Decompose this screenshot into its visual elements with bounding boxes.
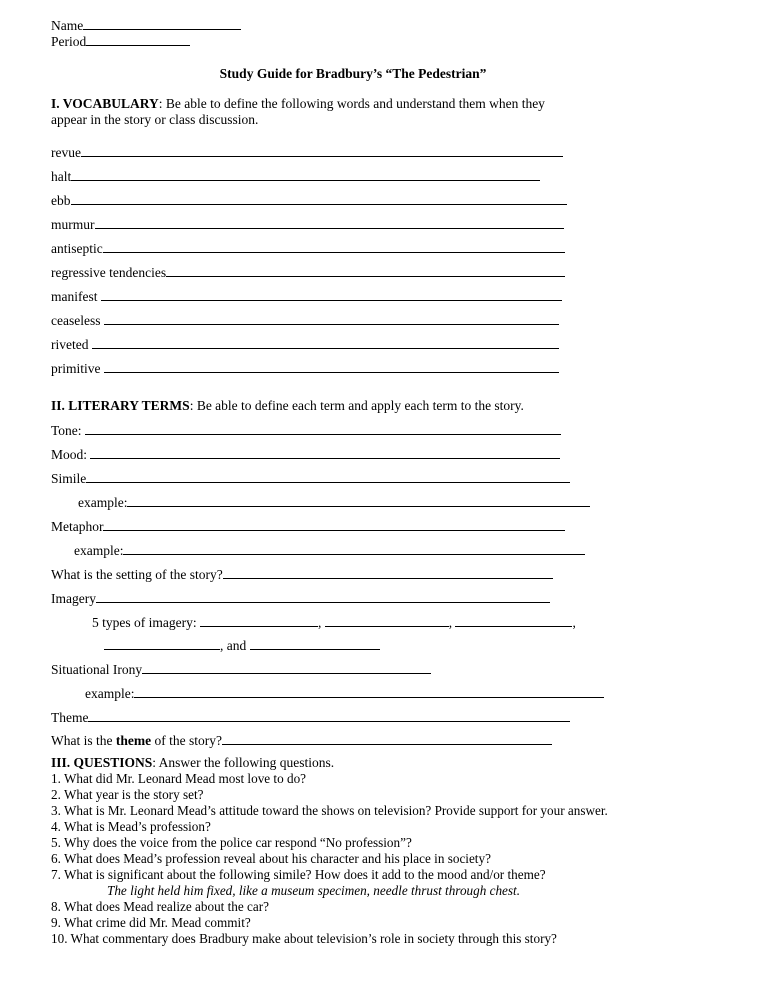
mood-row[interactable] [51, 446, 560, 463]
vocab-word: riveted [51, 337, 89, 352]
imagery-types-row[interactable] [92, 614, 576, 631]
theme-question-blank[interactable] [222, 732, 552, 745]
simile-label: Simile [51, 471, 87, 486]
vocab-row[interactable] [51, 360, 559, 377]
comma: , [317, 615, 322, 630]
name-field[interactable] [51, 17, 241, 34]
metaphor-example-row[interactable] [74, 542, 585, 559]
vocab-blank[interactable] [103, 240, 565, 253]
vocab-word: ceaseless [51, 313, 101, 328]
vocab-blank[interactable] [71, 192, 567, 205]
vocab-word: regressive tendencies [51, 265, 167, 280]
question-item: 7. What is significant about the following simile? How does it add to the mood and/or theme? [51, 867, 546, 882]
period-field[interactable] [51, 33, 190, 50]
period-label: Period [51, 34, 87, 49]
simile-quote: The light held him fixed, like a museum specimen, needle thrust through chest. [107, 883, 521, 898]
vocab-blank[interactable] [92, 336, 559, 349]
name-label: Name [51, 18, 84, 33]
comma: , [448, 615, 453, 630]
vocab-word: manifest [51, 289, 98, 304]
vocab-blank[interactable] [104, 360, 559, 373]
irony-label: Situational Irony [51, 662, 143, 677]
theme-question-part: of the story? [151, 733, 222, 748]
question-item: 4. What is Mead’s profession? [51, 819, 211, 834]
theme-blank[interactable] [88, 709, 570, 722]
example-label: example: [85, 686, 135, 701]
irony-blank[interactable] [142, 661, 431, 674]
vocab-row[interactable] [51, 288, 562, 305]
imagery-types-row-2[interactable] [104, 637, 380, 654]
vocab-word: antiseptic [51, 241, 103, 256]
page-title: Study Guide for Bradbury’s “The Pedestrian” [219, 66, 487, 81]
comma: , [572, 615, 576, 630]
irony-example-blank[interactable] [134, 685, 604, 698]
vocab-row[interactable] [51, 264, 565, 281]
tone-row[interactable] [51, 422, 561, 439]
imagery-blank[interactable] [96, 590, 550, 603]
theme-row[interactable] [51, 709, 570, 726]
vocab-row[interactable] [51, 312, 559, 329]
questions-heading: III. QUESTIONS [51, 755, 153, 770]
and-label: , and [220, 638, 247, 653]
vocab-blank[interactable] [71, 168, 540, 181]
tone-label: Tone: [51, 423, 82, 438]
imagery-type-blank[interactable] [325, 614, 449, 627]
question-item: 10. What commentary does Bradbury make about television’s role in society through this story? [51, 931, 557, 946]
question-item: 3. What is Mr. Leonard Mead’s attitude toward the shows on television? Provide support for your answer. [51, 803, 608, 818]
imagery-types-label: 5 types of imagery: [92, 615, 197, 630]
example-label: example: [78, 495, 128, 510]
theme-question-part: What is the [51, 733, 116, 748]
imagery-type-blank[interactable] [250, 637, 380, 650]
literary-heading: II. LITERARY TERMS [51, 398, 190, 413]
tone-blank[interactable] [85, 422, 561, 435]
vocab-blank[interactable] [81, 144, 563, 157]
irony-row[interactable] [51, 661, 431, 678]
vocab-instructions-line-1 [51, 96, 545, 112]
theme-question-bold: theme [115, 733, 152, 748]
vocab-row[interactable] [51, 168, 540, 185]
simile-row[interactable] [51, 470, 570, 487]
theme-question-row[interactable] [51, 732, 552, 749]
period-blank[interactable] [86, 33, 190, 46]
imagery-type-blank[interactable] [455, 614, 572, 627]
simile-example-blank[interactable] [127, 494, 590, 507]
setting-row[interactable] [51, 566, 553, 583]
theme-label: Theme [51, 710, 89, 725]
question-item: 2. What year is the story set? [51, 787, 204, 802]
example-label: example: [74, 543, 124, 558]
metaphor-blank[interactable] [103, 518, 565, 531]
simile-example-row[interactable] [78, 494, 590, 511]
vocab-instructions: : Be able to define the following words and understand them when they [158, 96, 545, 111]
vocab-word: primitive [51, 361, 101, 376]
vocab-word: ebb [51, 193, 71, 208]
vocab-row[interactable] [51, 216, 564, 233]
vocab-blank[interactable] [101, 288, 562, 301]
vocab-blank[interactable] [166, 264, 565, 277]
literary-instructions-text: : Be able to define each term and apply each term to the story. [189, 398, 524, 413]
vocab-blank[interactable] [104, 312, 559, 325]
metaphor-label: Metaphor [51, 519, 104, 534]
name-blank[interactable] [83, 17, 241, 30]
vocab-row[interactable] [51, 144, 563, 161]
question-item: 1. What did Mr. Leonard Mead most love to do? [51, 771, 307, 786]
questions-instructions [51, 755, 334, 771]
imagery-row[interactable] [51, 590, 550, 607]
mood-blank[interactable] [90, 446, 560, 459]
question-item: 6. What does Mead’s profession reveal about his character and his place in society? [51, 851, 491, 866]
questions-instructions-text: : Answer the following questions. [152, 755, 335, 770]
imagery-label: Imagery [51, 591, 96, 606]
vocab-row[interactable] [51, 240, 565, 257]
vocab-word: murmur [51, 217, 95, 232]
question-item: 9. What crime did Mr. Mead commit? [51, 915, 251, 930]
question-item: 8. What does Mead realize about the car? [51, 899, 269, 914]
imagery-type-blank[interactable] [104, 637, 220, 650]
imagery-type-blank[interactable] [200, 614, 318, 627]
metaphor-row[interactable] [51, 518, 565, 535]
simile-blank[interactable] [86, 470, 570, 483]
vocab-instructions-line-2: appear in the story or class discussion. [51, 112, 259, 127]
metaphor-example-blank[interactable] [123, 542, 585, 555]
vocab-word: halt [51, 169, 72, 184]
literary-instructions [51, 398, 524, 414]
question-item: 5. Why does the voice from the police car respond “No profession”? [51, 835, 412, 850]
setting-blank[interactable] [223, 566, 553, 579]
vocab-row[interactable] [51, 336, 559, 353]
vocab-blank[interactable] [95, 216, 564, 229]
setting-question: What is the setting of the story? [51, 567, 223, 582]
mood-label: Mood: [51, 447, 88, 462]
vocab-row[interactable] [51, 192, 567, 209]
irony-example-row[interactable] [85, 685, 604, 702]
vocab-word: revue [51, 145, 81, 160]
vocab-heading: I. VOCABULARY [51, 96, 159, 111]
